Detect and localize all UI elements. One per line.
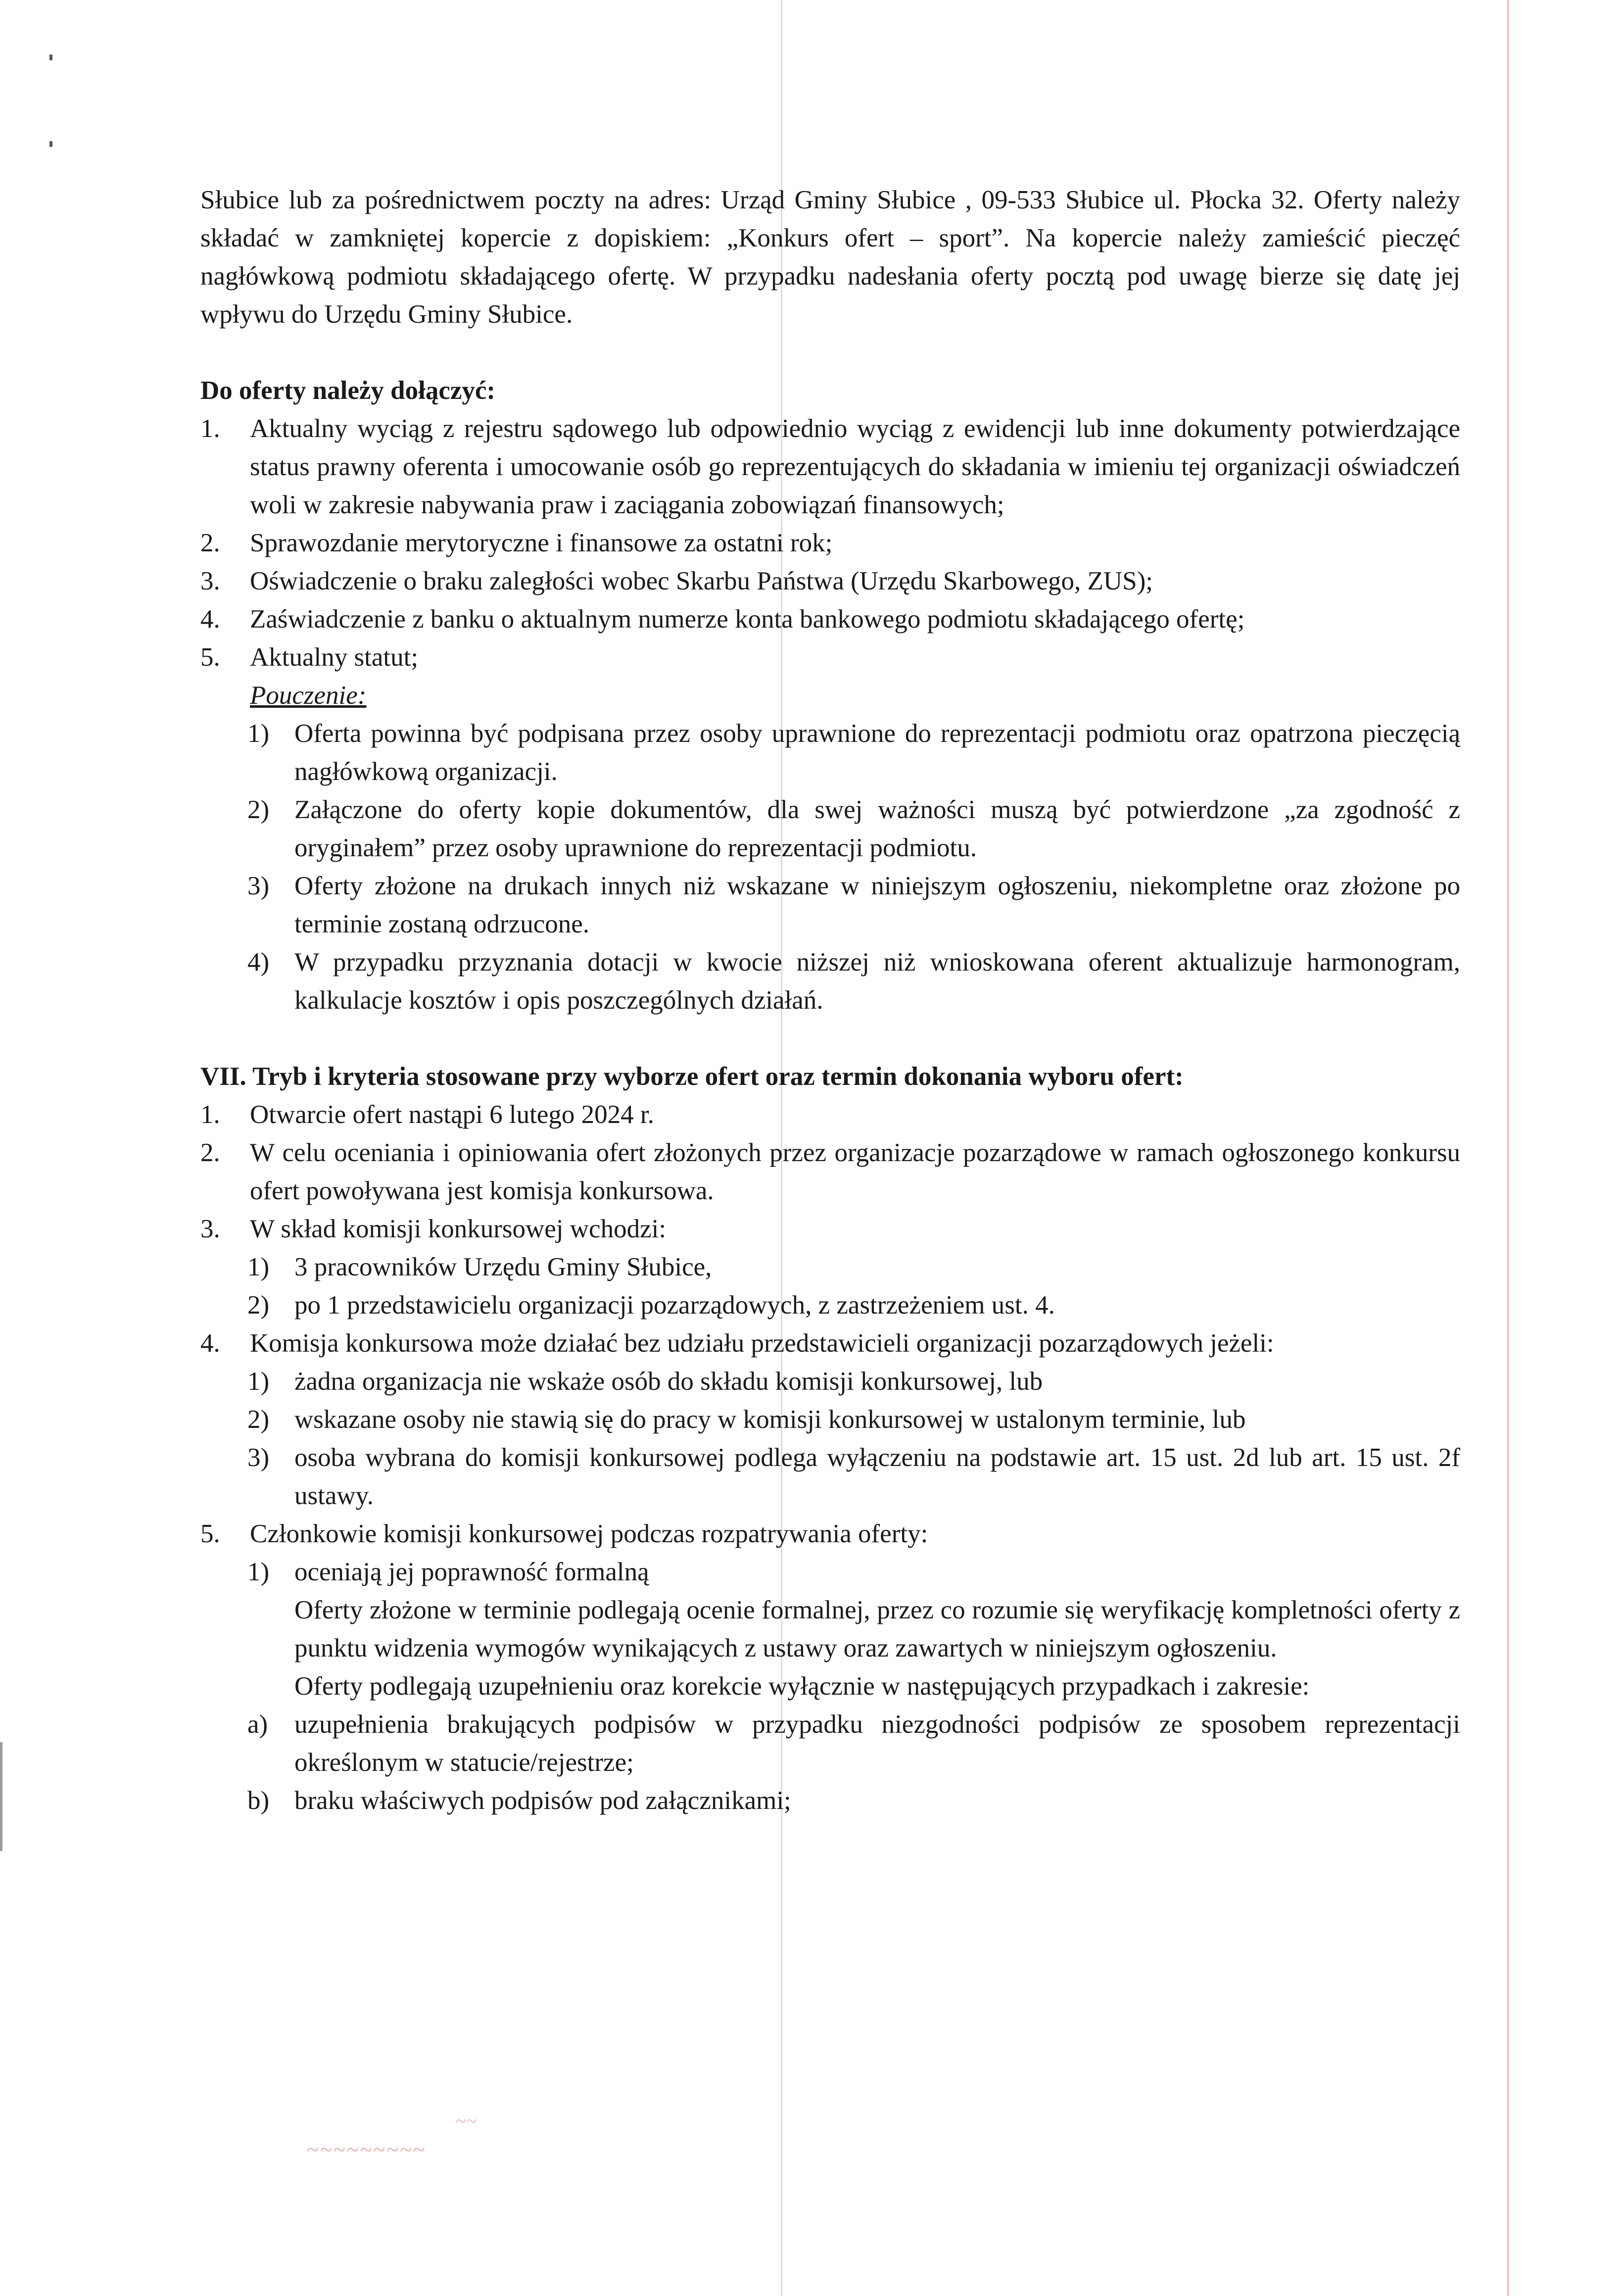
item-text: 3 pracowników Urzędu Gminy Słubice, <box>294 1253 712 1281</box>
scan-edge-line <box>1507 0 1509 2296</box>
item-number: 4) <box>247 948 270 977</box>
sub-item <box>200 1286 1460 1324</box>
list-item <box>200 600 1460 638</box>
item-text: Komisja konkursowa może działać bez udziału przedstawicieli organizacji pozarządowych jeżeli: <box>250 1329 1274 1358</box>
item-text: Zaświadczenie z banku o aktualnym numerze konta bankowego podmiotu składającego ofertę; <box>250 605 1245 634</box>
item-letter: b) <box>247 1786 270 1815</box>
item-number: 4. <box>200 605 220 634</box>
item-text: żadna organizacja nie wskaże osób do składu komisji konkursowej, lub <box>294 1367 1043 1396</box>
item-text: wskazane osoby nie stawią się do pracy w komisji konkursowej w ustalonym terminie, lub <box>294 1405 1246 1434</box>
item-number: 2) <box>247 1291 270 1319</box>
item-text: Członkowie komisji konkursowej podczas rozpatrywania oferty: <box>250 1519 928 1548</box>
list-item <box>200 1515 1460 1553</box>
item-text: W skład komisji konkursowej wchodzi: <box>250 1215 667 1243</box>
list-item <box>200 638 1460 677</box>
item-number: 3) <box>247 1443 270 1472</box>
faded-stamp-mark: ~~~~~~~~~ <box>307 2138 427 2162</box>
list-item <box>200 1210 1460 1248</box>
sub-item <box>200 943 1460 1020</box>
sub-item <box>200 867 1460 943</box>
attachments-heading: Do oferty należy dołączyć: <box>200 376 496 405</box>
item-number: 5. <box>200 643 220 672</box>
item-number: 1) <box>247 1558 270 1586</box>
item-number: 3. <box>200 567 220 595</box>
intro-paragraph: Słubice lub za pośrednictwem poczty na adres: Urząd Gminy Słubice , 09-533 Słubice ul. Płocka 32. Oferty należy składać w zamkniętej kopercie z dopiskiem: „Konkurs ofert – sport”. Na kopercie należy zamieścić pieczęć nagłówkową podmiotu składającego ofertę. W przypadku nadesłania oferty pocztą pod uwagę bierze się datę jej wpływu do Urzędu Gminy Słubice. <box>200 186 1460 329</box>
sub-item <box>200 715 1460 791</box>
sub-item <box>200 1248 1460 1286</box>
sub-paragraph: Oferty złożone w terminie podlegają ocenie formalnej, przez co rozumie się weryfikację kompletności oferty z punktu widzenia wymogów wynikających z ustawy oraz zawartych w niniejszym ogłoszeniu. <box>294 1596 1460 1662</box>
list-item <box>200 562 1460 600</box>
item-number: 3) <box>247 872 270 900</box>
item-text: Otwarcie ofert nastąpi 6 lutego 2024 r. <box>250 1100 654 1129</box>
item-number: 1. <box>200 414 220 443</box>
sub-paragraph: Oferty podlegają uzupełnieniu oraz korekcie wyłącznie w następujących przypadkach i zakresie: <box>294 1672 1310 1701</box>
item-text: W celu oceniania i opiniowania ofert złożonych przez organizacje pozarządowe w ramach ogłoszonego konkursu ofert powoływana jest komisja konkursowa. <box>250 1138 1460 1205</box>
item-text: Załączone do oferty kopie dokumentów, dla swej ważności muszą być potwierdzone „za zgodność z oryginałem” przez osoby uprawnione do reprezentacji podmiotu. <box>294 795 1460 862</box>
item-text: Oświadczenie o braku zaległości wobec Skarbu Państwa (Urzędu Skarbowego, ZUS); <box>250 567 1153 595</box>
item-number: 2) <box>247 795 270 824</box>
item-text: Sprawozdanie merytoryczne i finansowe za ostatni rok; <box>250 529 833 557</box>
letter-item <box>200 1706 1460 1782</box>
item-text: braku właściwych podpisów pod załącznikami; <box>294 1786 791 1815</box>
item-text: Aktualny statut; <box>250 643 419 672</box>
list-item <box>200 1324 1460 1363</box>
item-text: W przypadku przyznania dotacji w kwocie niższej niż wnioskowana oferent aktualizuje harmonogram, kalkulacje kosztów i opis poszczególnych działań. <box>294 948 1460 1015</box>
scan-margin-mark <box>0 1742 2 1851</box>
sub-item <box>200 1553 1460 1591</box>
item-number: 3. <box>200 1215 220 1243</box>
list-item <box>200 1096 1460 1134</box>
punch-hole-mark <box>49 54 52 60</box>
sub-item <box>200 1401 1460 1439</box>
list-item <box>200 410 1460 524</box>
item-text: oceniają jej poprawność formalną <box>294 1558 649 1586</box>
item-number: 2) <box>247 1405 270 1434</box>
sub-item <box>200 1439 1460 1515</box>
item-number: 5. <box>200 1519 220 1548</box>
item-text: osoba wybrana do komisji konkursowej podlega wyłączeniu na podstawie art. 15 ust. 2d lub art. 15 ust. 2f ustawy. <box>294 1443 1460 1510</box>
section-7-heading: VII. Tryb i kryteria stosowane przy wyborze ofert oraz termin dokonania wyboru ofert: <box>200 1062 1184 1091</box>
document-body <box>200 181 1460 1820</box>
item-text: uzupełnienia brakujących podpisów w przypadku niezgodności podpisów ze sposobem reprezentacji określonym w statucie/rejestrze; <box>294 1710 1460 1777</box>
pouczenie-label: Pouczenie: <box>250 681 367 710</box>
item-text: Oferta powinna być podpisana przez osoby uprawnione do reprezentacji podmiotu oraz opatrzona pieczęcią nagłówkową organizacji. <box>294 719 1460 786</box>
item-number: 1) <box>247 1367 270 1396</box>
item-number: 1. <box>200 1100 220 1129</box>
item-number: 2. <box>200 1138 220 1167</box>
item-number: 1) <box>247 1253 270 1281</box>
item-number: 2. <box>200 529 220 557</box>
sub-item <box>200 791 1460 867</box>
faded-stamp-mark: ~~ <box>455 2110 477 2132</box>
punch-hole-mark <box>49 141 52 147</box>
item-text: Aktualny wyciąg z rejestru sądowego lub odpowiednio wyciąg z ewidencji lub inne dokumenty potwierdzające status prawny oferenta i umocowanie osób go reprezentujących do składania w imieniu tej organizacji oświadczeń woli w zakresie nabywania praw i zaciągania zobowiązań finansowych; <box>250 414 1460 519</box>
list-item <box>200 1134 1460 1210</box>
item-letter: a) <box>247 1710 268 1739</box>
sub-item <box>200 1363 1460 1401</box>
item-text: Oferty złożone na drukach innych niż wskazane w niniejszym ogłoszeniu, niekompletne oraz złożone po terminie zostaną odrzucone. <box>294 872 1460 938</box>
item-number: 4. <box>200 1329 220 1358</box>
item-number: 1) <box>247 719 270 748</box>
item-text: po 1 przedstawicielu organizacji pozarządowych, z zastrzeżeniem ust. 4. <box>294 1291 1055 1319</box>
letter-item <box>200 1782 1460 1820</box>
list-item <box>200 524 1460 562</box>
